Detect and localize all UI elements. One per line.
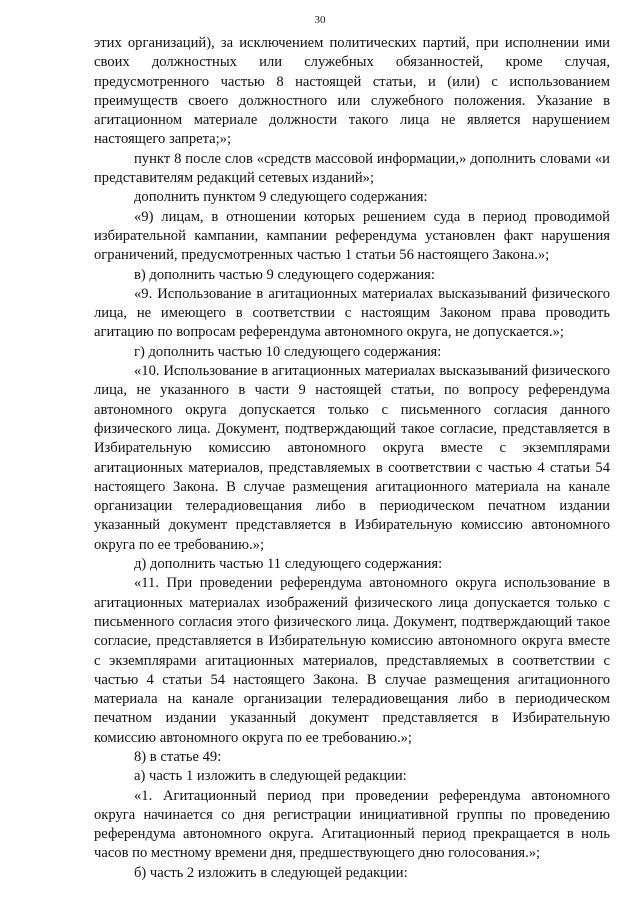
paragraph: этих организаций), за исключением политических партий, при исполнении ими своих должностных или служебных обязанностей, кроме случая, предусмотренного частью 8 настоящей статьи, и (или) с использованием преимуществ своего должностного или служебного положения. Указание в агитационном материале должности такого лица не является нарушением настоящего запрета;»; <box>94 35 610 148</box>
paragraph: г) дополнить частью 10 следующего содержания: <box>134 343 442 360</box>
paragraph: б) часть 2 изложить в следующей редакции: <box>134 864 408 881</box>
paragraph: дополнить пунктом 9 следующего содержания: <box>134 189 428 206</box>
paragraph: «9) лицам, в отношении которых решением суда в период проводимой избирательной кампании, кампании референдума установлен факт нарушения ограничений, предусмотренных частью 1 статьи 56 настоящего Закона.»; <box>94 208 610 264</box>
paragraph: а) часть 1 изложить в следующей редакции: <box>134 768 407 785</box>
document-body <box>94 34 610 883</box>
paragraph: «9. Использование в агитационных материалах высказываний физического лица, не имеющего в соответствии с настоящим Законом права проводить агитацию по вопросам референдума автономного округа, не допускается.»; <box>94 285 610 341</box>
paragraph: пункт 8 после слов «средств массовой информации,» дополнить словами «и представителям редакций сетевых изданий»; <box>94 150 610 187</box>
paragraph: «10. Использование в агитационных материалах высказываний физического лица, не указанного в части 9 настоящей статьи, по вопросу референдума автономного округа допускается только с письменного согласия данного физического лица. Документ, подтверждающий такое согласие, представляется в Избирательную комиссию автономного округа вместе с экземплярами агитационных материалов, представляемых в соответствии с частью 4 статьи 54 настоящего Закона. В случае размещения агитационного материала на канале организации телерадиовещания либо в периодическом печатном издании указанный документ представляется в Избирательную комиссию автономного округа по ее требованию.»; <box>94 363 610 553</box>
paragraph: д) дополнить частью 11 следующего содержания: <box>134 556 443 573</box>
paragraph: «1. Агитационный период при проведении референдума автономного округа начинается со дня регистрации инициативной группы по проведению референдума автономного округа. Агитационный период прекращается в ноль часов по местному времени дня, предшествующего дню голосования.»; <box>94 787 610 862</box>
page-number: 30 <box>314 14 326 26</box>
paragraph: в) дополнить частью 9 следующего содержания: <box>134 266 435 283</box>
paragraph: «11. При проведении референдума автономного округа использование в агитационных материалах изображений физического лица допускается только с письменного согласия этого физического лица. Документ, подтверждающий такое согласие, представляется в Избирательную комиссию автономного округа вместе с экземплярами агитационных материалов, представляемых в соответствии с частью 4 статьи 54 настоящего Закона. В случае размещения агитационного материала на канале организации телерадиовещания либо в периодическом печатном издании указанный документ представляется в Избирательную комиссию автономного округа по ее требованию.»; <box>94 575 610 746</box>
paragraph: 8) в статье 49: <box>134 748 222 765</box>
